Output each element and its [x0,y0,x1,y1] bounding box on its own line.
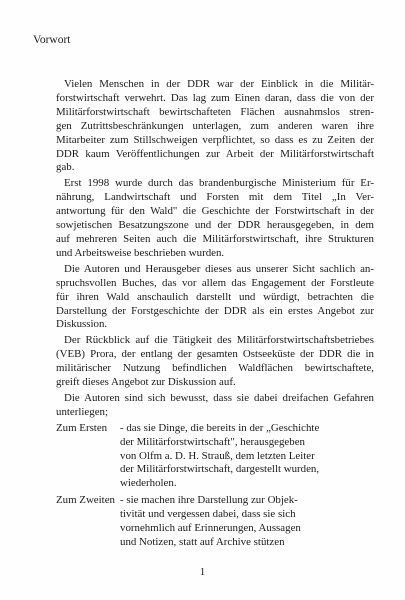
text-line: gen Zutrittsbeschränkungen unterlagen, zum anderen waren ihre [56,119,374,132]
text-line: Der Rückblick auf die Tätigkeit des Militärforstwirtschaftsbetriebes [64,334,374,347]
text-line: Die Autoren und Herausgeber dieses aus unserer Sicht sachlich an- [64,262,374,275]
text-line: (VEB) Prora, der entlang der gesamten Ostseeküste der DDR die in [56,348,374,361]
text-line: spruchsvollen Buches, das vor allem das Engagement der Forstleute [56,276,374,289]
text-line: greift dieses Angebot zur Diskussion auf. [56,376,236,389]
text-line: wiederholen. [120,477,177,490]
text-line: militärischer Nutzung befindlichen Waldflächen bewirtschaftete, [56,362,374,375]
enumeration-item [56,422,374,492]
paragraph-list [56,78,374,420]
paragraph [56,263,374,333]
document-body [56,78,374,553]
enumeration-list [56,422,374,550]
text-line: - das sie Dinge, die bereits in der „Geschichte [120,421,320,434]
text-line: von Olfm a. D. H. Strauß, dem letzten Leiter [120,449,315,462]
text-line: und Notizen, statt auf Archive stützen [120,536,285,548]
text-line: - sie machen ihre Darstellung zur Objek- [120,494,298,507]
page-number: 1 [199,566,206,578]
text-line: tivität und vergessen dabei, dass sie sich [120,508,296,521]
text-line: Diskussion. [56,318,108,331]
paragraph [56,78,374,175]
text-line: der Militärforstwirtschaft, dargestellt wurden, [120,463,320,476]
text-line: sowjetischen Besatzungszone und der DDR herausgegeben, in dem [56,219,374,232]
text-line: unterliegen; [56,405,109,418]
item-text [120,494,374,550]
page-heading: Vorwort [33,34,71,46]
paragraph [56,334,374,390]
text-line: Vielen Menschen in der DDR war der Einblick in die Militär- [64,78,374,90]
text-line: der Militärforstwirtschaft", herausgegeben [120,435,305,448]
item-label: Zum Ersten [56,421,108,434]
text-line: Militärforstwirtschaft bewirtschafteten Flächen ausnahmslos stren- [56,105,374,118]
text-line: forstwirtschaft verwehrt. Das lag zum Einen daran, dass die von der [56,91,374,104]
text-line: Erst 1998 wurde durch das brandenburgische Ministerium für Er- [64,177,374,190]
text-line: nährung, Landwirtschaft und Forsten mit dem Titel „In Ver- [56,191,374,204]
text-line: gab. [56,161,75,174]
text-line: Mitarbeiter zum Stillschweigen verpflichtet, so dass es zu Zeiten der [56,133,374,146]
text-line: für ihren Wald anschaulich darstellt und würdigt, betrachten die [56,290,374,303]
text-line: Die Autoren sind sich bewusst, dass sie dabei dreifachen Gefahren [64,391,374,404]
text-line: und Arbeitsweise beschrieben wurden. [56,246,225,259]
enumeration-item [56,494,374,550]
text-line: antwortung für den Wald" die Geschichte der Forstwirtschaft in der [56,205,374,218]
text-line: Darstellung der Forstgeschichte der DDR als ein erstes Angebot zur [56,304,374,317]
paragraph [56,392,374,420]
item-text [120,422,374,492]
text-line: auf mehreren Seiten auch die Militärforstwirtschaft, ihre Strukturen [56,232,374,245]
paragraph [56,177,374,260]
text-line: vornehmlich auf Erinnerungen, Aussagen [120,522,301,535]
item-label: Zum Zweiten [56,494,115,507]
text-line: DDR kaum Veröffentlichungen zur Arbeit der Militärforstwirtschaft [56,147,374,160]
